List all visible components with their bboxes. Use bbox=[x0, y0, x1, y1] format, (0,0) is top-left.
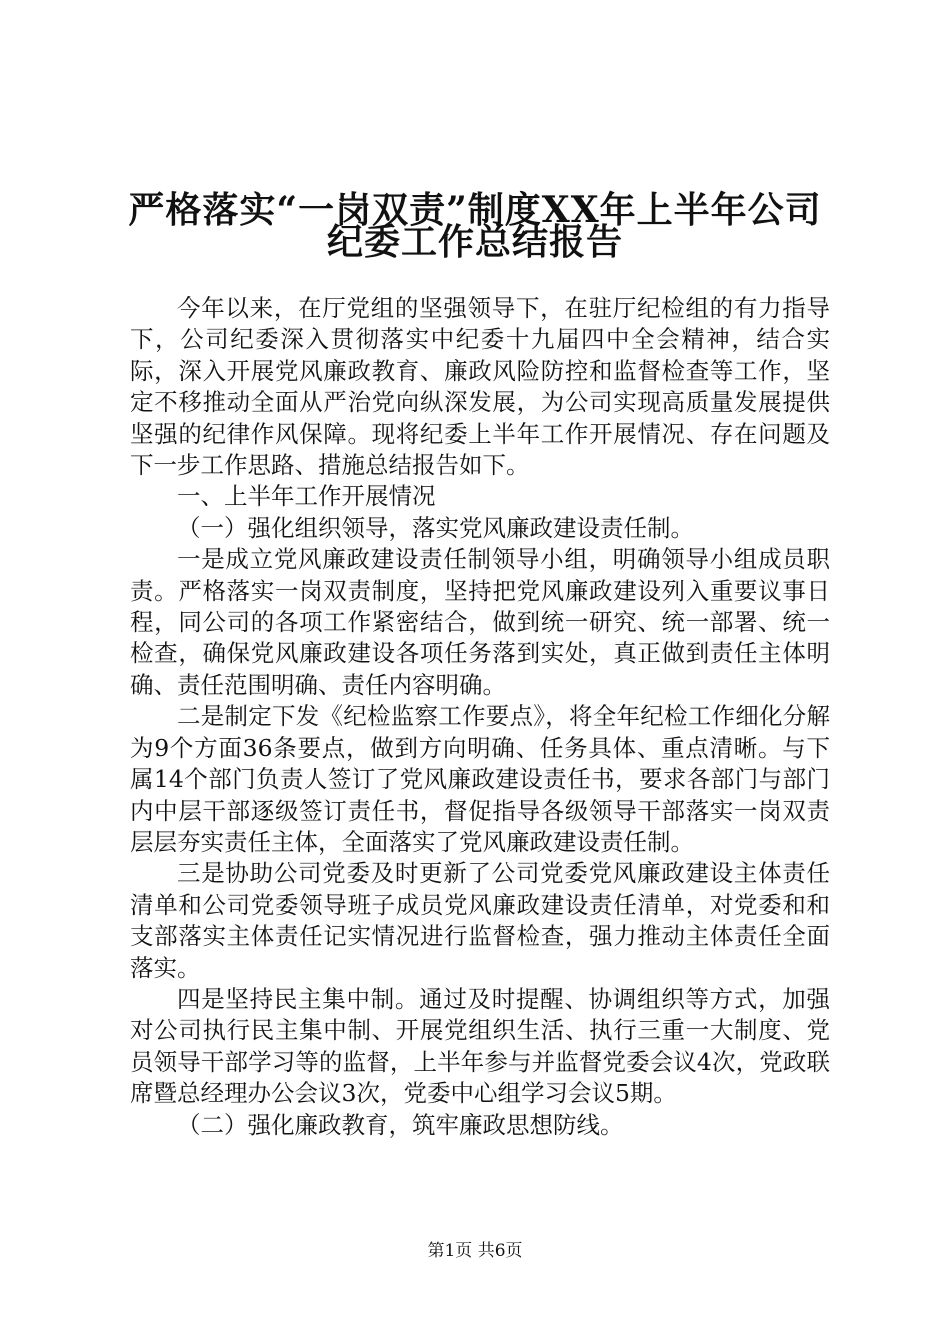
body-paragraph: 三是协助公司党委及时更新了公司党委党风廉政建设主体责任清单和公司党委领导班子成员党风廉政建设责任清单，对党委和和支部落实主体责任记实情况进行监督检查，强力推动主体责任全面落实。 bbox=[130, 859, 830, 982]
intro-paragraph: 今年以来，在厅党组的坚强领导下，在驻厅纪检组的有力指导下，公司纪委深入贯彻落实中纪委十九届四中全会精神，结合实际，深入开展党风廉政教育、廉政风险防控和监督检查等工作，坚定不移推动全面从严治党向纵深发展，为公司实现高质量发展提供坚强的纪律作风保障。现将纪委上半年工作开展情况、存在问题及下一步工作思路、措施总结报告如下。 bbox=[130, 294, 830, 480]
body-paragraph: 二是制定下发《纪检监察工作要点》，将全年纪检工作细化分解为9个方面36条要点，做到方向明确、任务具体、重点清晰。与下属14个部门负责人签订了党风廉政建设责任书，要求各部门与部门内中层干部逐级签订责任书，督促指导各级领导干部落实一岗双责层层夯实责任主体，全面落实了党风廉政建设责任制。 bbox=[130, 702, 830, 856]
document-title-line-2: 纪委工作总结报告 bbox=[326, 221, 623, 263]
subsection-heading-2: （二）强化廉政教育，筑牢廉政思想防线。 bbox=[177, 1110, 624, 1139]
section-heading-1: 一、上半年工作开展情况 bbox=[177, 482, 436, 511]
body-paragraph: 一是成立党风廉政建设责任制领导小组，明确领导小组成员职责。严格落实一岗双责制度，坚持把党风廉政建设列入重要议事日程，同公司的各项工作紧密结合，做到统一研究、统一部署、统一检查，确保党风廉政建设各项任务落到实处，真正做到责任主体明确、责任范围明确、责任内容明确。 bbox=[130, 545, 830, 699]
body-paragraph: 四是坚持民主集中制。通过及时提醒、协调组织等方式，加强对公司执行民主集中制、开展党组织生活、执行三重一大制度、党员领导干部学习等的监督，上半年参与并监督党委会议4次，党政联席暨总经理办公会议3次，党委中心组学习会议5期。 bbox=[130, 984, 830, 1108]
document-title-line-1: 严格落实“一岗双责”制度XX年上半年公司 bbox=[128, 189, 822, 231]
document-body bbox=[130, 293, 830, 1141]
page-footer: 第1页 共6页 bbox=[427, 1241, 523, 1261]
subsection-heading-1: （一）强化组织领导，落实党风廉政建设责任制。 bbox=[177, 513, 694, 542]
